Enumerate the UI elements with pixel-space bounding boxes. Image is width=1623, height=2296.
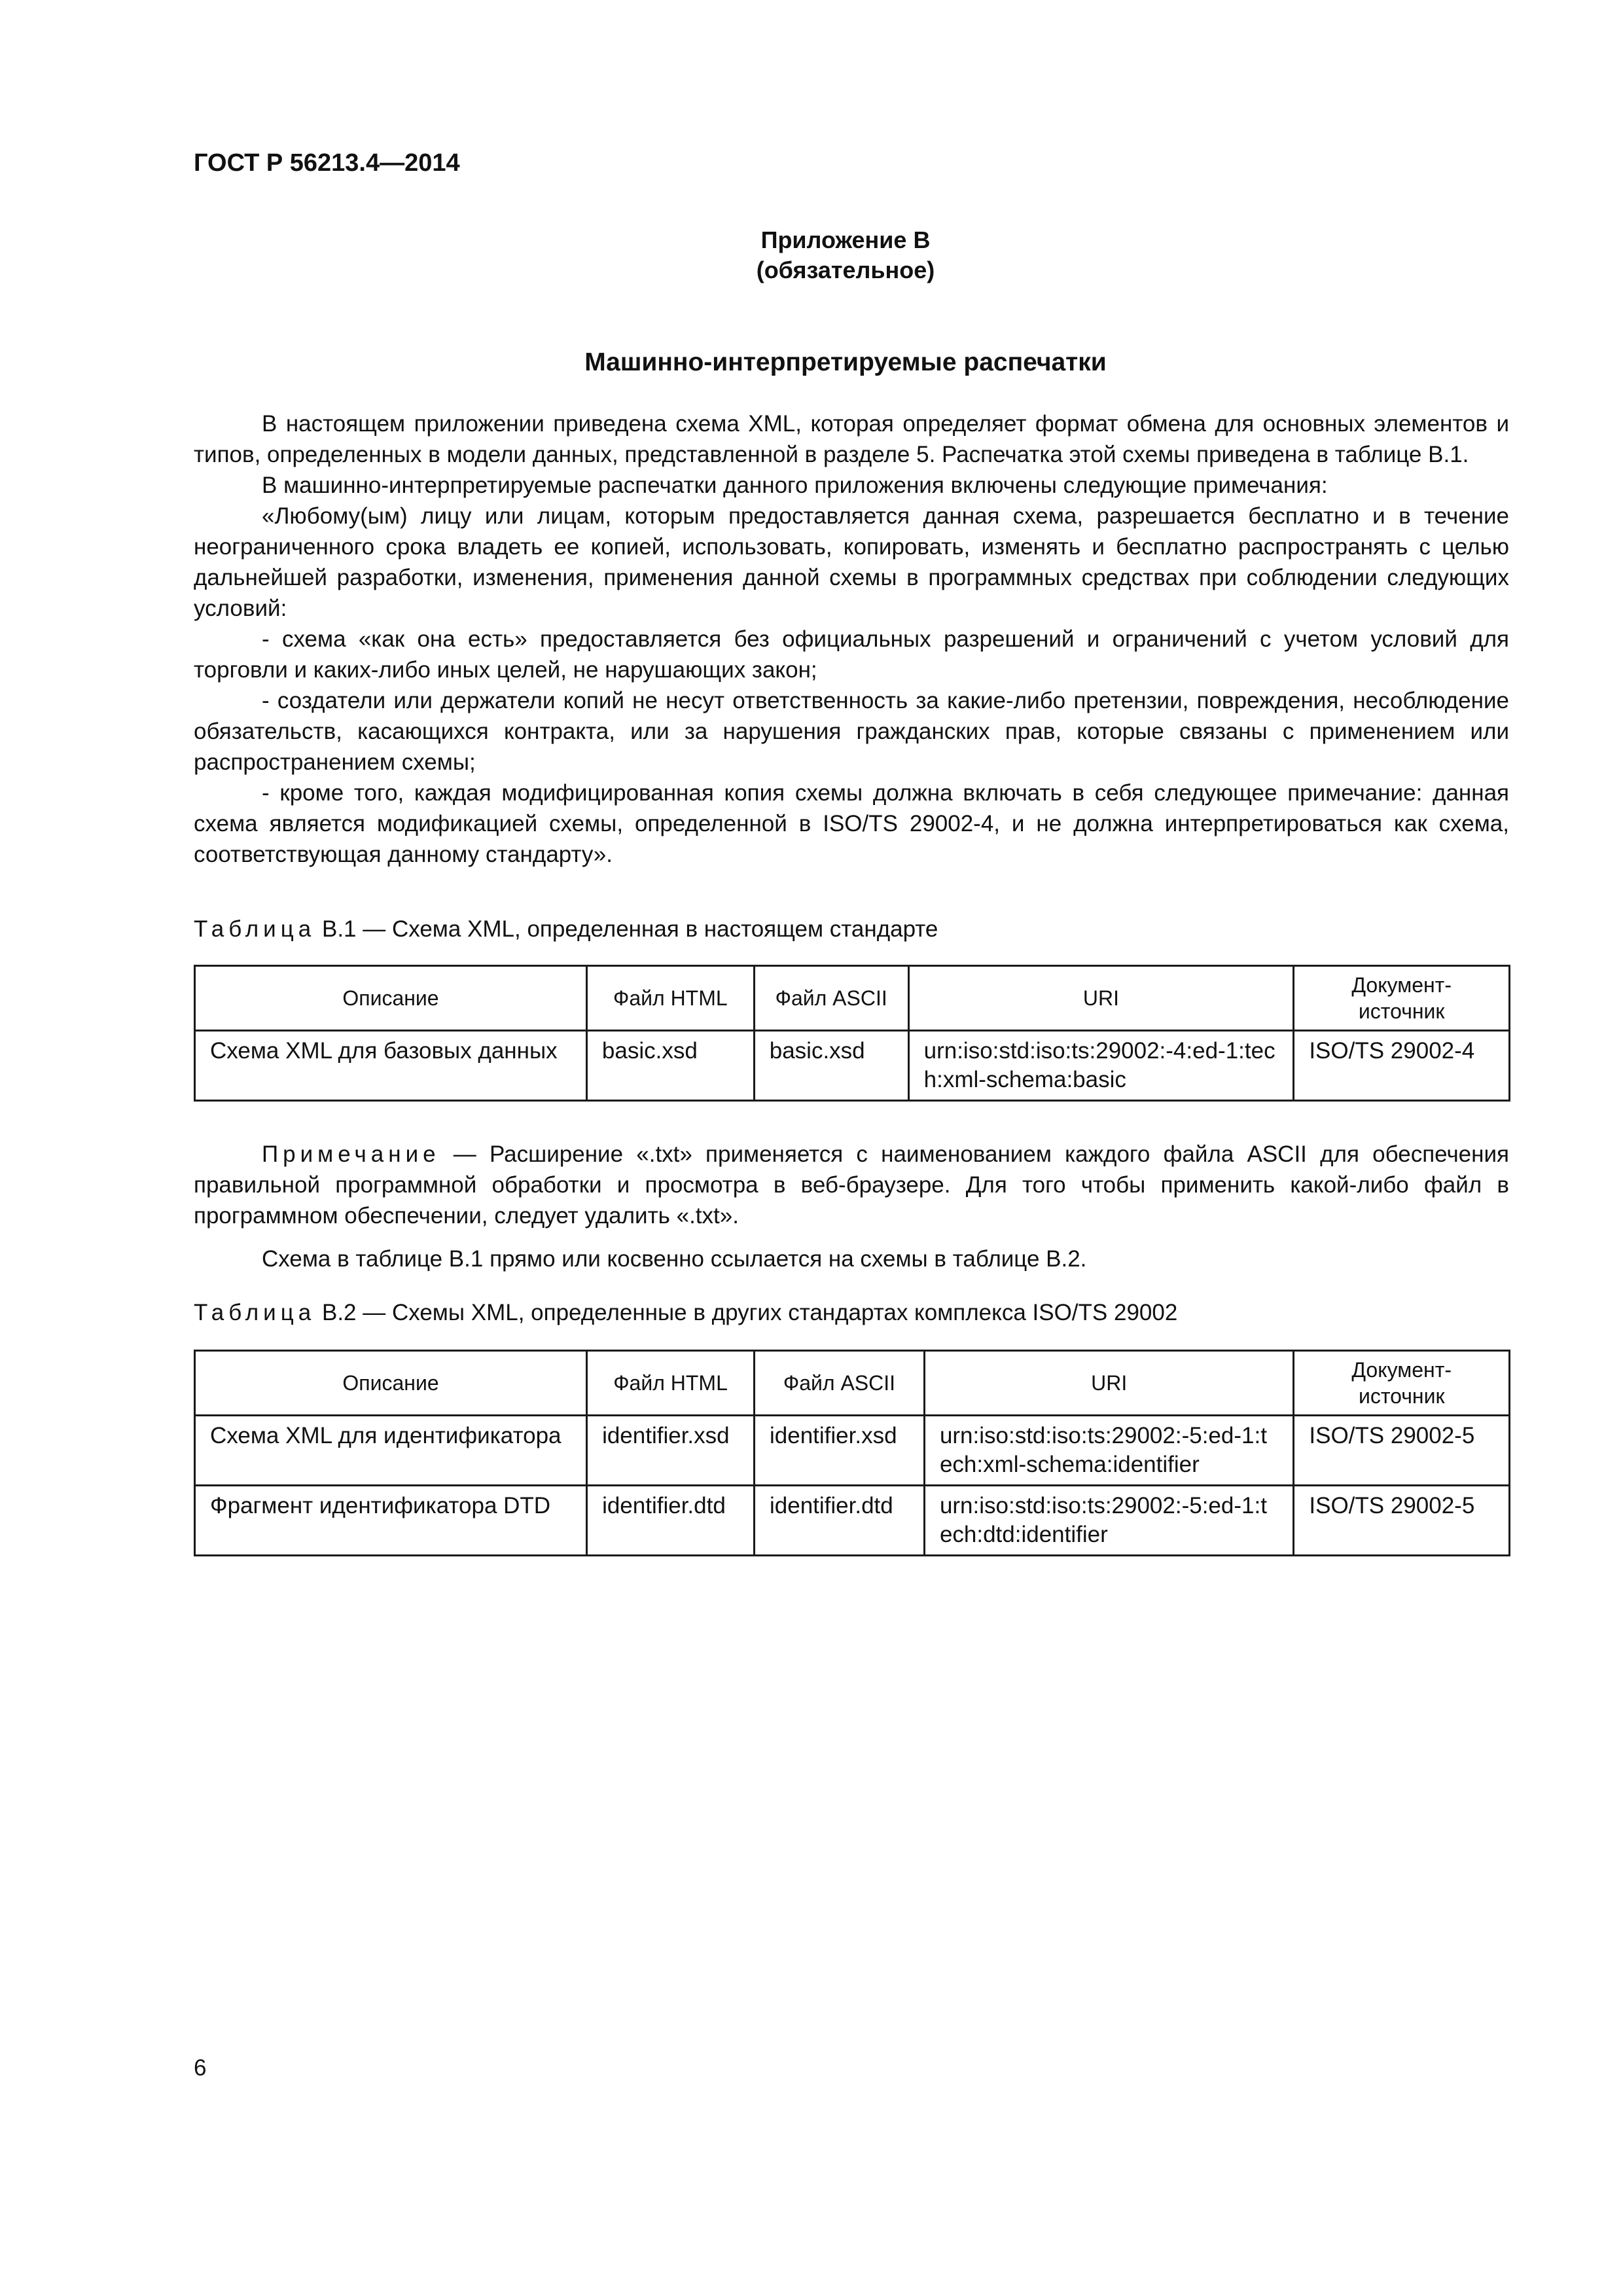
table-row bbox=[195, 1416, 1510, 1486]
section-title: Машинно-интерпретируемые распечатки bbox=[584, 348, 1107, 376]
table-cell: urn:iso:std:iso:ts:29002:-5:ed-1:tech:xml-schema:identifier bbox=[924, 1416, 1293, 1486]
table1-caption-text: В.1 — Схема XML, определенная в настоящем стандарте bbox=[321, 916, 938, 942]
reference-line: Схема в таблице В.1 прямо или косвенно ссылается на схемы в таблице В.2. bbox=[262, 1246, 1087, 1272]
table-row bbox=[195, 1486, 1510, 1556]
paragraph: - кроме того, каждая модифицированная копия схемы должна включать в себя следующее примечание: данная схема является модификацией схемы, определенной в ISO/TS 29002-4, и не должна интерпретироваться как схема, соответствующая данному стандарту». bbox=[194, 780, 1509, 867]
column-header: URI bbox=[924, 1351, 1293, 1416]
column-header: Описание bbox=[195, 966, 587, 1031]
table-cell: basic.xsd bbox=[754, 1031, 908, 1101]
annex-status: (обязательное) bbox=[756, 257, 935, 283]
standard-code: ГОСТ Р 56213.4—2014 bbox=[194, 149, 460, 177]
table2-caption bbox=[194, 1300, 1177, 1326]
column-header: Документ-источник bbox=[1294, 1351, 1510, 1416]
table2 bbox=[194, 1350, 1510, 1556]
table-cell: identifier.dtd bbox=[755, 1486, 925, 1556]
column-header: Описание bbox=[195, 1351, 587, 1416]
note-label: Примечание bbox=[262, 1141, 440, 1167]
column-header: URI bbox=[908, 966, 1294, 1031]
column-header: Файл HTML bbox=[587, 1351, 755, 1416]
table-cell: identifier.xsd bbox=[587, 1416, 755, 1486]
table-cell: ISO/TS 29002-4 bbox=[1294, 1031, 1510, 1101]
paragraph: В настоящем приложении приведена схема XML, которая определяет формат обмена для основных элементов и типов, определенных в модели данных, представленной в разделе 5. Распечатка этой схемы приведена в таблице В.1. bbox=[194, 411, 1509, 467]
paragraph: - создатели или держатели копий не несут ответственность за какие-либо претензии, повреждения, несоблюдение обязательств, касающихся контракта, или за нарушения гражданских прав, которые связаны с применением или распространением схемы; bbox=[194, 688, 1509, 775]
table-header-row bbox=[195, 966, 1510, 1031]
table-cell: ISO/TS 29002-5 bbox=[1294, 1416, 1510, 1486]
table1-caption bbox=[194, 916, 938, 942]
paragraph: В машинно-интерпретируемые распечатки данного приложения включены следующие примечания: bbox=[262, 473, 1328, 498]
table-cell: basic.xsd bbox=[586, 1031, 754, 1101]
column-header: Файл ASCII bbox=[755, 1351, 925, 1416]
table1-caption-label: Таблица bbox=[194, 916, 316, 942]
table-header-row bbox=[195, 1351, 1510, 1416]
table1 bbox=[194, 965, 1510, 1102]
note-text: — Расширение «.txt» применяется с наименованием каждого файла ASCII для обеспечения правильной программной обработки и просмотра в веб-браузере. Для того чтобы применить какой-либо файл в программном обеспечении, следует удалить «.txt». bbox=[194, 1141, 1509, 1229]
table-cell: identifier.xsd bbox=[755, 1416, 925, 1486]
table-row bbox=[195, 1031, 1510, 1101]
table2-caption-text: В.2 — Схемы XML, определенные в других стандартах комплекса ISO/TS 29002 bbox=[321, 1300, 1178, 1325]
column-header: Файл ASCII bbox=[754, 966, 908, 1031]
table-cell: Схема XML для идентификатора bbox=[195, 1416, 587, 1486]
column-header: Документ-источник bbox=[1294, 966, 1510, 1031]
paragraph: «Любому(ым) лицу или лицам, которым предоставляется данная схема, разрешается бесплатно и в течение неограниченного срока владеть ее копией, использовать, копировать, изменять и бесплатно распространять с целью дальнейшей разработки, изменения, применения данной схемы в программных средствах при соблюдении следующих условий: bbox=[194, 503, 1509, 621]
table-cell: ISO/TS 29002-5 bbox=[1294, 1486, 1510, 1556]
annex-title: Приложение В bbox=[760, 226, 931, 253]
page-number: 6 bbox=[194, 2055, 207, 2081]
paragraph: - схема «как она есть» предоставляется без официальных разрешений и ограничений с учетом условий для торговли и каких-либо иных целей, не нарушающих закон; bbox=[194, 626, 1509, 683]
table-cell: Схема XML для базовых данных bbox=[195, 1031, 587, 1101]
table-cell: Фрагмент идентификатора DTD bbox=[195, 1486, 587, 1556]
table-cell: urn:iso:std:iso:ts:29002:-5:ed-1:tech:dtd:identifier bbox=[924, 1486, 1293, 1556]
table2-caption-label: Таблица bbox=[194, 1300, 316, 1325]
body-text bbox=[194, 408, 1509, 870]
column-header: Файл HTML bbox=[586, 966, 754, 1031]
table-cell: identifier.dtd bbox=[587, 1486, 755, 1556]
table-note bbox=[194, 1139, 1509, 1231]
table-cell: urn:iso:std:iso:ts:29002:-4:ed-1:tech:xml-schema:basic bbox=[908, 1031, 1294, 1101]
